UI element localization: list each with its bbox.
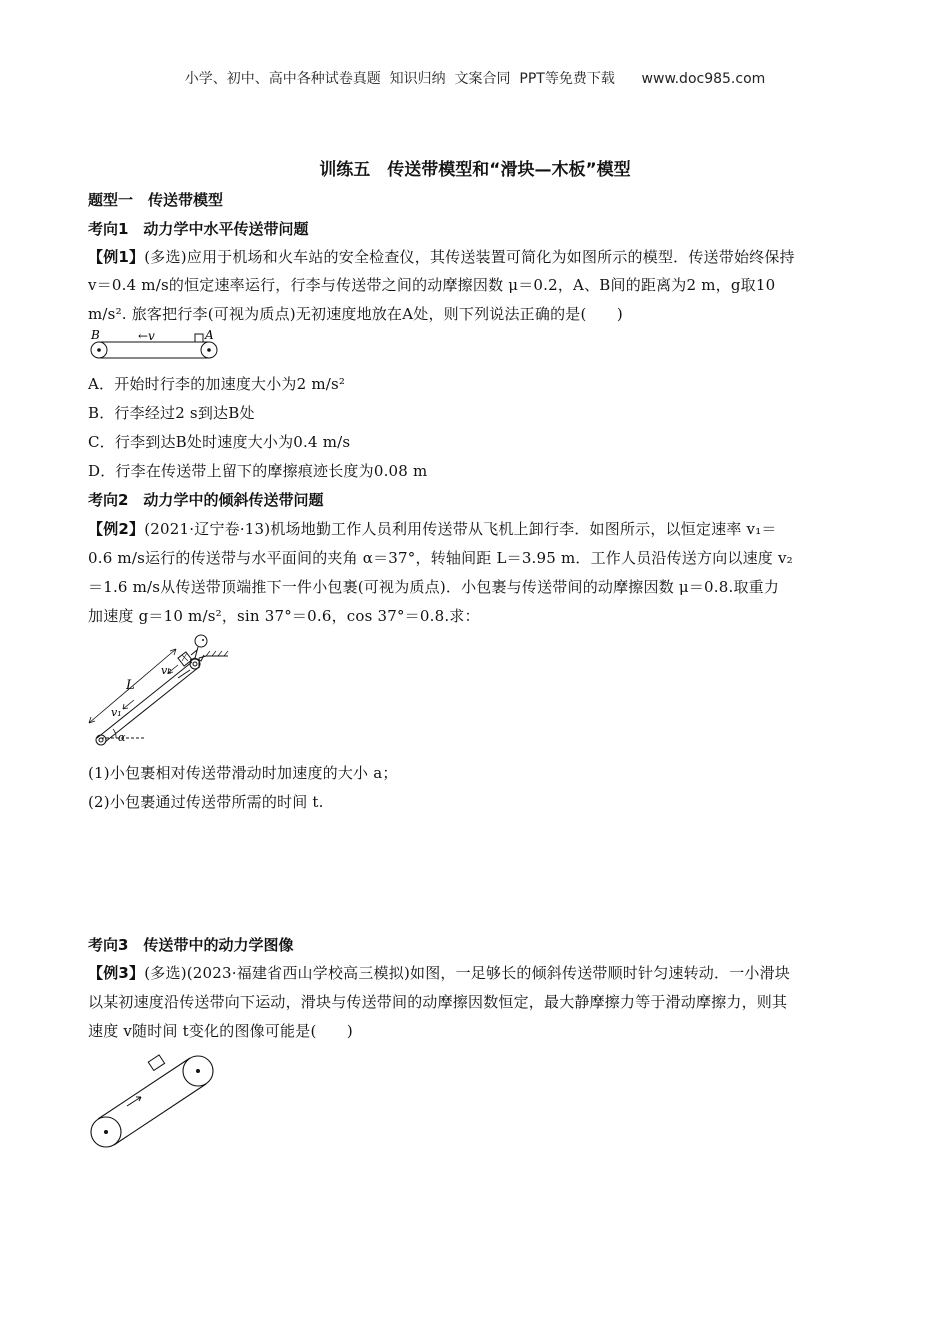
page-title: 训练五 传送带模型和“滑块—木板”模型	[319, 160, 631, 180]
direction3-heading: 考向3 传送带中的动力学图像	[88, 936, 294, 954]
direction1-heading: 考向1 动力学中水平传送带问题	[88, 220, 309, 238]
label-v: ←v	[138, 329, 155, 343]
ex1-tag: 【例1】	[88, 248, 145, 266]
inclined-belt-figure	[88, 628, 238, 753]
ex3-tag: 【例3】	[88, 964, 145, 982]
ex2-line3: ＝1.6 m/s从传送带顶端推下一件小包裹(可视为质点)．小包裹与传送带间的动摩擦因数 μ＝0.8.取重力	[88, 578, 780, 596]
ex2-line4: 加速度 g＝10 m/s²，sin 37°＝0.6，cos 37°＝0.8.求：	[88, 607, 480, 625]
ex2-line1: 【例2】(2021·辽宁卷·13)机场地勤工作人员利用传送带从飞机上卸行李．如图所示，以恒定速率 v₁＝	[88, 520, 777, 538]
ex1-line3: m/s². 旅客把行李(可视为质点)无初速度地放在A处，则下列说法正确的是( )	[88, 305, 623, 323]
page-header: 小学、初中、高中各种试卷真题 知识归纳 文案合同 PPT等免费下载 www.doc985.com	[184, 71, 766, 87]
ex1-line1: 【例1】(多选)应用于机场和火车站的安全检查仪，其传送装置可简化为如图所示的模型．传送带始终保持	[88, 248, 795, 266]
direction2-heading: 考向2 动力学中的倾斜传送带问题	[88, 491, 324, 509]
ex2-question-1: (1)小包裹相对传送带滑动时加速度的大小 a；	[88, 764, 398, 782]
label-v2: v₂	[161, 664, 172, 677]
ex1-option-b: B．行李经过2 s到达B处	[88, 404, 255, 422]
type1-heading: 题型一 传送带模型	[88, 191, 224, 209]
label-alpha: α	[118, 731, 126, 744]
ex1-option-d: D．行李在传送带上留下的摩擦痕迹长度为0.08 m	[88, 462, 428, 480]
ex2-line2: 0.6 m/s运行的传送带与水平面间的夹角 α＝37°，转轴间距 L＝3.95 m．工作人员沿传送方向以速度 v₂	[88, 549, 793, 567]
ex3-line3: 速度 v随时间 t变化的图像可能是( )	[88, 1022, 353, 1040]
ex3-line2: 以某初速度沿传送带向下运动，滑块与传送带间的动摩擦因数恒定，最大静摩擦力等于滑动摩擦力，则其	[88, 993, 788, 1011]
label-v1: v₁	[111, 706, 122, 719]
ex3-line1: 【例3】(多选)(2023·福建省西山学校高三模拟)如图，一足够长的倾斜传送带顺时针匀速转动．一小滑块	[88, 964, 791, 982]
horizontal-belt-figure	[88, 328, 223, 362]
label-b: B	[91, 328, 100, 342]
ex1-line2: v＝0.4 m/s的恒定速率运行，行李与传送带之间的动摩擦因数 μ＝0.2，A、B间的距离为2 m，g取10	[88, 276, 776, 294]
ex1-option-c: C．行李到达B处时速度大小为0.4 m/s	[88, 433, 351, 451]
ex2-tag: 【例2】	[88, 520, 145, 538]
ex1-option-a: A．开始时行李的加速度大小为2 m/s²	[88, 375, 346, 393]
label-l: L	[126, 678, 135, 693]
ex2-question-2: (2)小包裹通过传送带所需的时间 t.	[88, 793, 324, 811]
label-a: A	[205, 328, 214, 342]
inclined-belt-figure-2	[88, 1052, 218, 1152]
